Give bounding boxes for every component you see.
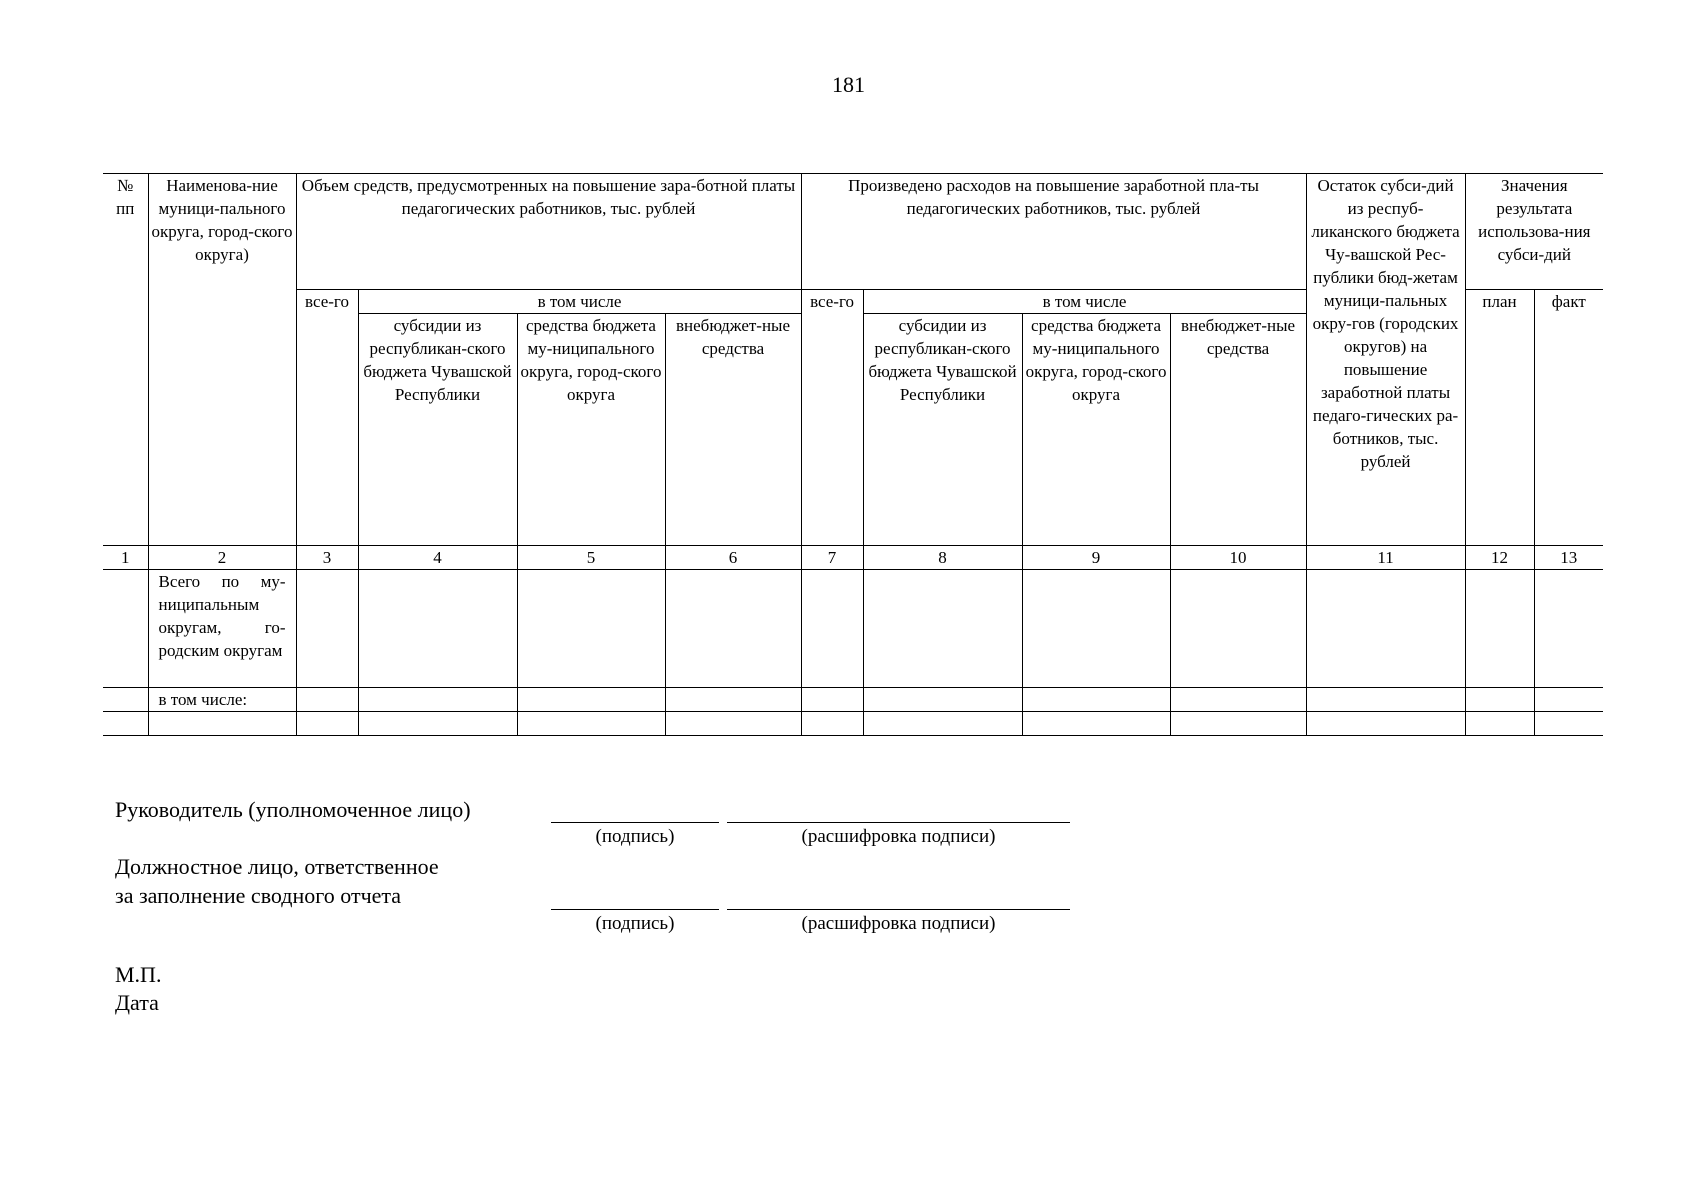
header-municipality-name: Наименова-ние муници-пального округа, город-ского округа): [148, 174, 296, 546]
header-plan: план: [1465, 290, 1534, 546]
header-total-1: все-го: [296, 290, 358, 546]
table-cell: [103, 570, 148, 688]
column-number: 5: [517, 546, 665, 570]
official-signature-line: [551, 909, 719, 910]
table-cell: [517, 570, 665, 688]
table-cell: [1022, 570, 1170, 688]
table-cell: [103, 712, 148, 736]
empty-row: [103, 712, 1603, 736]
table-cell: [1170, 570, 1306, 688]
table-cell: [801, 688, 863, 712]
table-cell: [296, 688, 358, 712]
table-cell: [1170, 688, 1306, 712]
table-cell: [358, 688, 517, 712]
table-cell: [863, 688, 1022, 712]
table-cell: [1022, 712, 1170, 736]
official-decryption-caption: (расшифровка подписи): [801, 913, 996, 934]
official-label-line1: Должностное лицо, ответственное: [115, 854, 439, 879]
column-number: 2: [148, 546, 296, 570]
table-cell: [517, 712, 665, 736]
table-cell: [1465, 688, 1534, 712]
table-cell: [1306, 712, 1465, 736]
table-cell: [1465, 712, 1534, 736]
header-including-1: в том числе: [358, 290, 801, 314]
table-cell: [1022, 688, 1170, 712]
table-cell: [296, 712, 358, 736]
head-decryption-caption: (расшифровка подписи): [801, 826, 996, 847]
column-number: 6: [665, 546, 801, 570]
table-cell: [296, 570, 358, 688]
header-offbudget-2: внебюджет-ные средства: [1170, 314, 1306, 546]
table-cell: [1306, 688, 1465, 712]
column-number: 10: [1170, 546, 1306, 570]
column-numbers-row: [103, 546, 1603, 570]
header-subsidies-1: субсидии из республикан-ского бюджета Чувашской Республики: [358, 314, 517, 546]
header-subsidy-balance: Остаток субси-дий из респуб-ликанского бюджета Чу-вашской Рес-публики бюд-жетам муници-пальных окру-гов (городских округов) на повышение заработной платы педаго-гических ра-ботников, тыс. рублей: [1306, 174, 1465, 546]
column-number: 8: [863, 546, 1022, 570]
including-row-label: в том числе:: [148, 688, 296, 712]
report-table: [103, 173, 1603, 736]
head-signature-caption: (подпись): [595, 826, 675, 847]
head-decryption-line: [727, 822, 1070, 823]
table-cell: [1306, 570, 1465, 688]
total-row-label: Всего по му-ниципальным округам, го-родским округам: [148, 570, 296, 688]
official-decryption-line: [727, 909, 1070, 910]
column-number: 3: [296, 546, 358, 570]
including-row: [103, 688, 1603, 712]
stamp-label: М.П.: [115, 962, 162, 987]
column-number: 13: [1534, 546, 1603, 570]
header-offbudget-1: внебюджет-ные средства: [665, 314, 801, 546]
page-number: 181: [832, 72, 865, 97]
column-number: 4: [358, 546, 517, 570]
header-municipal-funds-1: средства бюджета му-ниципального округа, город-ского округа: [517, 314, 665, 546]
table-cell: [148, 712, 296, 736]
table-cell: [801, 570, 863, 688]
header-expenses-made: Произведено расходов на повышение заработной пла-ты педагогических работников, тыс. рублей: [801, 174, 1306, 290]
table-cell: [358, 712, 517, 736]
official-signature-caption: (подпись): [595, 913, 675, 934]
table-cell: [358, 570, 517, 688]
table-cell: [517, 688, 665, 712]
table-cell: [103, 688, 148, 712]
header-total-2: все-го: [801, 290, 863, 546]
table-cell: [665, 688, 801, 712]
header-result-values: Значения результата использова-ния субси-дий: [1465, 174, 1603, 290]
table-cell: [1534, 712, 1603, 736]
column-number: 11: [1306, 546, 1465, 570]
header-subsidies-2: субсидии из республикан-ского бюджета Чувашской Республики: [863, 314, 1022, 546]
table-cell: [1170, 712, 1306, 736]
head-signature-line: [551, 822, 719, 823]
table-cell: [1534, 570, 1603, 688]
column-number: 7: [801, 546, 863, 570]
column-number: 9: [1022, 546, 1170, 570]
header-municipal-funds-2: средства бюджета му-ниципального округа, город-ского округа: [1022, 314, 1170, 546]
header-planned-funds: Объем средств, предусмотренных на повышение зара-ботной платы педагогических работников, тыс. рублей: [296, 174, 801, 290]
official-label-line2: за заполнение сводного отчета: [115, 883, 402, 908]
header-fact: факт: [1534, 290, 1603, 546]
head-signature-label: Руководитель (уполномоченное лицо): [115, 797, 471, 822]
table-cell: [863, 570, 1022, 688]
table-cell: [801, 712, 863, 736]
header-number: № пп: [103, 174, 148, 546]
header-including-2: в том числе: [863, 290, 1306, 314]
table-cell: [1465, 570, 1534, 688]
date-label: Дата: [115, 990, 159, 1015]
table-cell: [1534, 688, 1603, 712]
total-row: [103, 570, 1603, 688]
table-cell: [665, 712, 801, 736]
column-number: 1: [103, 546, 148, 570]
table-cell: [863, 712, 1022, 736]
table-cell: [665, 570, 801, 688]
column-number: 12: [1465, 546, 1534, 570]
